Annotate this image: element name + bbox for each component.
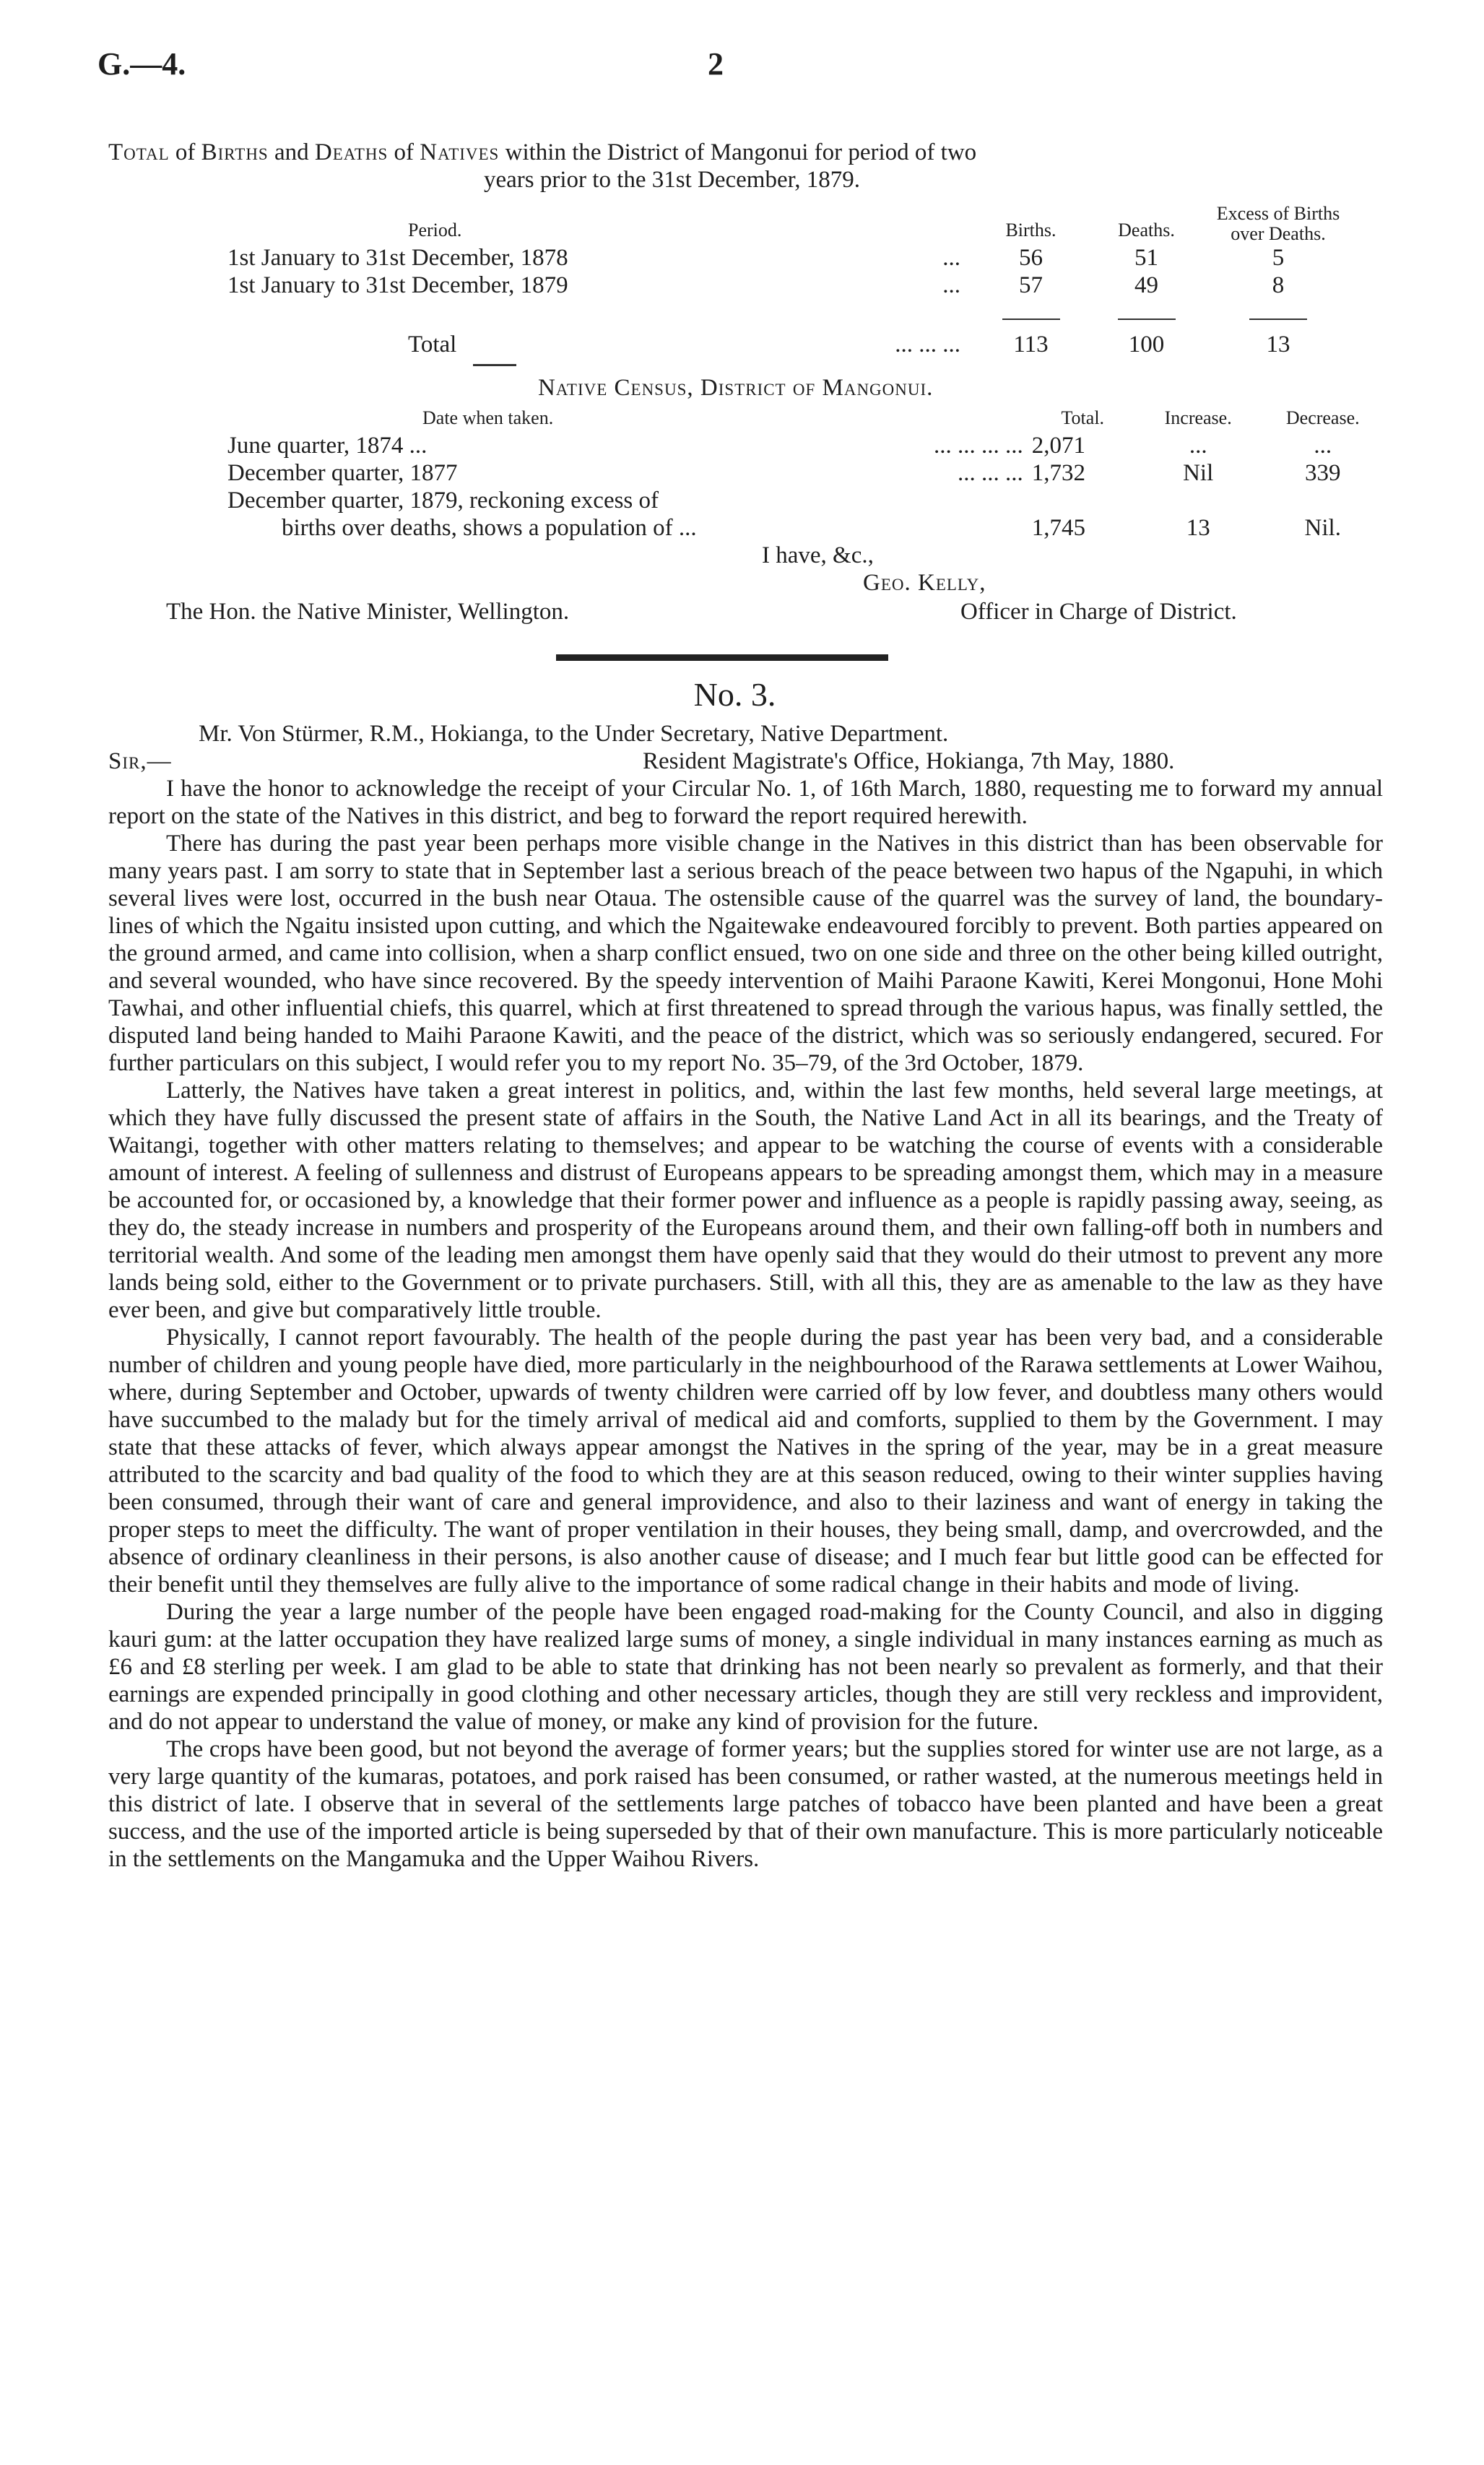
births-deaths-table — [227, 204, 1350, 358]
column-header: Excess of Births over Deaths. — [1216, 203, 1340, 244]
letter-body — [108, 775, 1383, 1873]
table-total-row: Total ... ... ... 113 100 13 — [408, 332, 1290, 358]
column-header: Increase. — [1164, 407, 1232, 428]
table-rule-row — [227, 299, 1350, 326]
births-deaths-title-line1: Total of Births and Deaths of Natives within the District of Mangonui for period of two — [108, 139, 977, 165]
paragraph: Physically, I cannot report favourably. The health of the people during the past year has been very bad, and a considerable number of children and young people have died, more particularly in the neighbourhood of the Rarawa settlements at Lower Waihou, where, during September and October, upwards of twenty children were carried off by low fever, and doubtless many others would have succumbed to the malady but for the timely arrival of medical aid and comforts, supplied to them by the Government. I may state that these attacks of fever, which always appear amongst the Natives in the spring of the year, may be in a great measure attributed to the scarcity and bad quality of the food to which they are at this season reduced, owing to their winter supplies having been consumed, through their want of care and general improvidence, and also to their laziness and want of energy in taking the proper steps to meet the difficulty. The want of proper ventilation in their houses, they being small, damp, and overcrowded, and the absence of ordinary cleanliness in their persons, is also another cause of disease; and I much fear but little good can be effected for their benefit until they themselves are fully alive to the importance of some radical change in their habits and mode of living. — [108, 1325, 1383, 1598]
paragraph: Latterly, the Natives have taken a great interest in politics, and, within the last few months, held several large meetings, at which they have fully discussed the present state of affairs in the South, the Native Land Act in all its bearings, and the Treaty of Waitangi, together with other matters relating to themselves; and appear to be watching the course of events with a considerable amount of interest. A feeling of sullenness and distrust of Europeans appears to be spreading amongst them, which may in a measure be accounted for, or occasioned by, a knowledge that their former power and influence as a people is rapidly passing away, seeing, as they do, the steady increase in numbers and prosperity of the Europeans around them, and their own falling-off both in numbers and territorial wealth. And some of the leading men amongst them have openly said that they would do their utmost to prevent any more lands being sold, either to the Government or to private purchasers. Still, with all this, they are as amenable to the law as they have ever been, and give but comparatively little trouble. — [108, 1078, 1383, 1323]
signatory-name: Geo. Kelly, — [863, 570, 986, 596]
signatory-office: Officer in Charge of District. — [960, 599, 1237, 625]
table-row: June quarter, 1874 ... ... ... ... ... 2,071 ... ... — [227, 433, 1332, 459]
salutation: Sir,— — [108, 748, 172, 774]
section-number: No. 3. — [693, 676, 776, 713]
table-row: 1st January to 31st December, 1879 ... 57 49 8 — [227, 272, 1285, 298]
page-header — [97, 46, 1383, 101]
document-reference: G.—4. — [97, 46, 186, 82]
table-header-row — [227, 204, 1350, 244]
table-header-row — [227, 404, 1383, 432]
column-header: Births. — [1005, 220, 1056, 241]
column-header: Period. — [408, 220, 462, 241]
table-row: 1st January to 31st December, 1878 ... 56 51 5 — [227, 245, 1285, 271]
office-dateline: Resident Magistrate's Office, Hokianga, 7th May, 1880. — [643, 748, 1175, 774]
census-title: Native Census, District of Mangonui. — [108, 374, 1383, 402]
census-table — [227, 404, 1383, 542]
closing: I have, &c., — [762, 542, 874, 568]
signature-block — [108, 542, 1383, 628]
column-header: Total. — [1061, 407, 1105, 428]
divider — [1118, 319, 1176, 320]
divider — [473, 364, 516, 366]
column-header: Deaths. — [1118, 220, 1175, 241]
divider — [1249, 319, 1307, 320]
paragraph: There has during the past year been perhaps more visible change in the Natives in this district than has been observable for many years past. I am sorry to state that in September last a serious breach of the peace between two hapus of the Ngapuhi, in which several lives were lost, occurred in the bush near Otaua. The ostensible cause of the quarrel was the survey of land, the boundary-lines of which the Ngaitu insisted upon cutting, and which the Ngaitewake endeavoured forcibly to prevent. Both parties appeared on the ground armed, and came into collision, when a sharp conflict ensued, two on one side and three on the other being killed outright, and several wounded, who have since recovered. By the speedy intervention of Maihi Paraone Kawiti, Kerei Mongonui, Hone Mohi Tawhai, and other influential chiefs, this quarrel, which at first threatened to spread through the various hapus, was finally settled, the disputed land being handed to Maihi Paraone Kawiti, and the peace of the district, which was so seriously endangered, secured. For further particulars on this subject, I would refer you to my report No. 35–79, of the 3rd October, 1879. — [108, 831, 1383, 1076]
divider — [1002, 319, 1060, 320]
paragraph: The crops have been good, but not beyond the average of former years; but the supplies stored for winter use are not large, as a very large quantity of the kumaras, potatoes, and pork raised has been consumed, or rather wasted, at the numerous meetings held in this district of late. I observe that in several of the settlements large patches of tobacco have been planted and have been a great success, and the use of the imported article is being superseded by that of their own manufacture. This is more particularly noticeable in the settlements on the Mangamuka and the Upper Waihou Rivers. — [108, 1736, 1383, 1872]
salutation-line — [108, 748, 1383, 775]
table-row: December quarter, 1879, reckoning excess of births over deaths, shows a population of ... 1,745 13 Nil. — [227, 488, 1341, 541]
paragraph: During the year a large number of the people have been engaged road-making for the County Council, and also in digging kauri gum: at the latter occupation they have realized large sums of money, a single individual in many instances earning as much as £6 and £8 sterling per week. I am glad to be able to state that drinking has not been nearly so prevalent as formerly, and that their earnings are expended principally in good clothing and other necessary articles, though they are still very reckless and improvident, and do not appear to understand the value of money, or make any kind of provision for the future. — [108, 1599, 1383, 1735]
section-divider — [556, 654, 888, 661]
column-header: Date when taken. — [422, 407, 554, 428]
column-header: Decrease. — [1285, 407, 1360, 428]
paragraph: I have the honor to acknowledge the receipt of your Circular No. 1, of 16th March, 1880, requesting me to forward my annual report on the state of the Natives in this district, and beg to forward the report required herewith. — [108, 776, 1383, 829]
letter-heading: Mr. Von Stürmer, R.M., Hokianga, to the Under Secretary, Native Department. — [199, 721, 949, 747]
births-deaths-title-line2: years prior to the 31st December, 1879. — [484, 167, 861, 193]
table-row: December quarter, 1877 ... ... ... 1,732 Nil 339 — [227, 460, 1341, 486]
addressee: The Hon. the Native Minister, Wellington. — [166, 599, 570, 625]
page-number: 2 — [708, 46, 724, 82]
births-deaths-title — [108, 139, 1383, 194]
